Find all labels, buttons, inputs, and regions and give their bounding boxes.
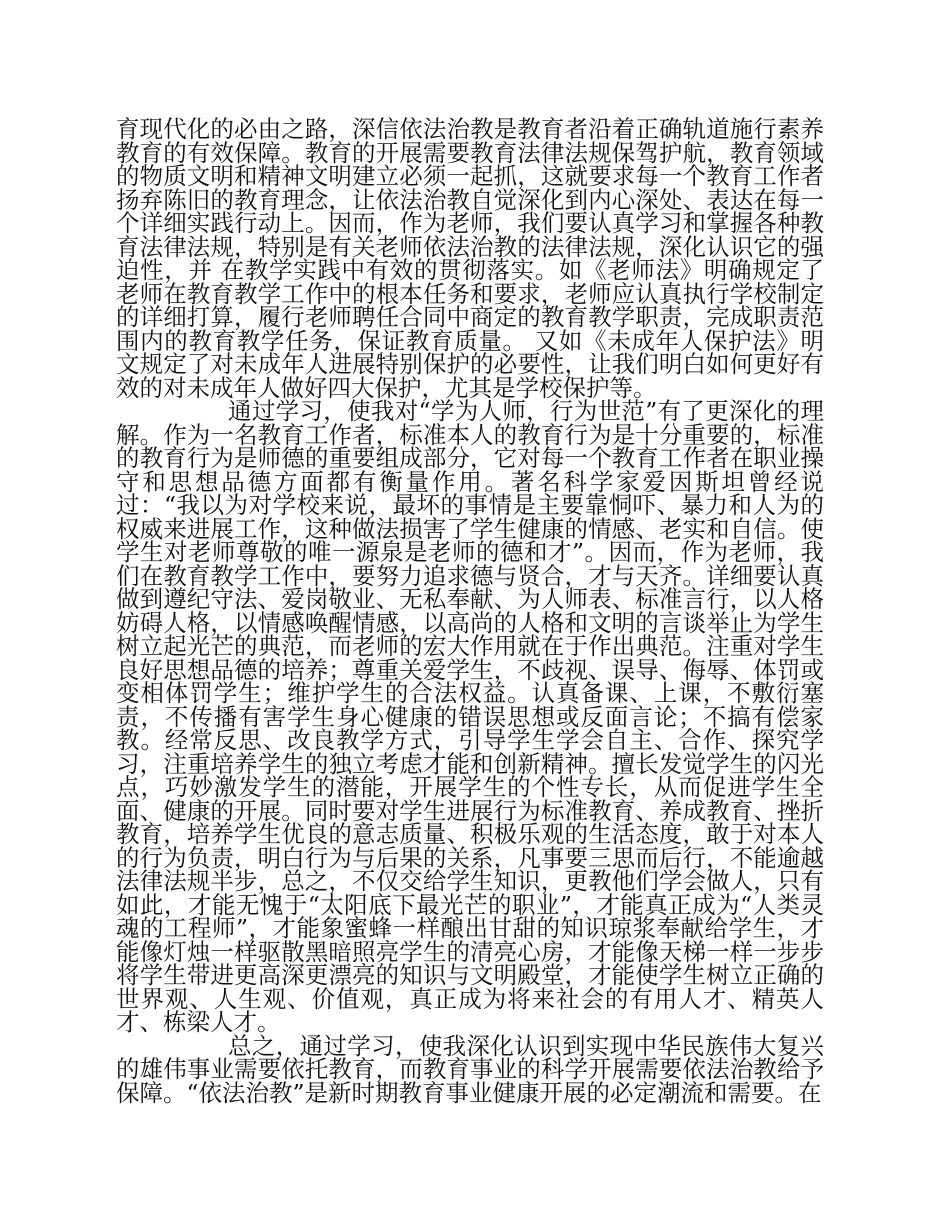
document-page bbox=[116, 115, 824, 1107]
paragraph-1: 育现代化的必由之路，深信依法治教是教育者沿着正确轨道施行素养教育的有效保障。教育的开展需要教育法律法规保驾护航，教育领域的物质文明和精神文明建立必须一起抓，这就要求每一个教育工作者扬弃陈旧的教育理念，让依法治教自觉深化到内心深处、表达在每一个详细实践行动上。因而，作为老师，我们要认真学习和掌握各种教育法律法规，特别是有关老师依法治教的法律法规，深化认识它的强迫性，并 在教学实践中有效的贯彻落实。如《老师法》明确规定了老师在教育教学工作中的根本任务和要求，老师应认真执行学校制定的详细打算，履行老师聘任合同中商定的教育教学职责，完成职责范围内的教育教学任务，保证教育质量。 又如《未成年人保护法》明文规定了对未成年人进展特别保护的必要性，让我们明白如何更好有效的对未成年人做好四大保护，尤其是学校保护等。 bbox=[116, 115, 824, 402]
paragraph-2: 通过学习，使我对“学为人师，行为世范”有了更深化的理解。作为一名教育工作者，标准本人的教育行为是十分重要的，标准的教育行为是师德的重要组成部分，它对每一个教育工作者在职业操守和思想品德方面都有衡量作用。著名科学家爱因斯坦曾经说过：“我以为对学校来说，最坏的事情是主要靠恫吓、暴力和人为的权威来进展工作，这种做法损害了学生健康的情感、老实和自信。使学生对老师尊敬的唯一源泉是老师的德和才”。因而，作为老师，我们在教育教学工作中，要努力追求德与贤合，才与天齐。详细要认真做到遵纪守法、爱岗敬业、无私奉献、为人师表、标准言行，以人格妨碍人格，以情感唤醒情感，以高尚的人格和文明的言谈举止为学生树立起光芒的典范，而老师的宏大作用就在于作出典范。注重对学生良好思想品德的培养；尊重关爱学生，不歧视、误导、侮辱、体罚或变相体罚学生；维护学生的合法权益。认真备课、上课，不敷衍塞责，不传播有害学生身心健康的错误思想或反面言论；不搞有偿家教。经常反思、改良教学方式，引导学生学会自主、合作、探究学习，注重培养学生的独立考虑才能和创新精神。擅长发觉学生的闪光点，巧妙激发学生的潜能，开展学生的个性专长，从而促进学生全面、健康的开展。同时要对学生进展行为标准教育、养成教育、挫折教育，培养学生优良的意志质量、积极乐观的生活态度，敢于对本人的行为负责，明白行为与后果的关系，凡事要三思而后行，不能逾越法律法规半步，总之，不仅交给学生知识，更教他们学会做人，只有如此，才能无愧于“太阳底下最光芒的职业”，才能真正成为“人类灵魂的工程师”，才能象蜜蜂一样酿出甘甜的知识琼浆奉献给学生，才能像灯烛一样驱散黑暗照亮学生的清亮心房，才能像天梯一样一步步将学生带进更高深更漂亮的知识与文明殿堂，才能使学生树立正确的世界观、人生观、价值观，真正成为将来社会的有用人才、精英人才、栋梁人才。 bbox=[116, 397, 824, 1036]
paragraph-3: 总之，通过学习，使我深化认识到实现中华民族伟大复兴的雄伟事业需要依托教育，而教育事业的科学开展需要依法治教给予保障。“依法治教”是新时期教育事业健康开展的必定潮流和需要。在 bbox=[116, 1031, 824, 1107]
